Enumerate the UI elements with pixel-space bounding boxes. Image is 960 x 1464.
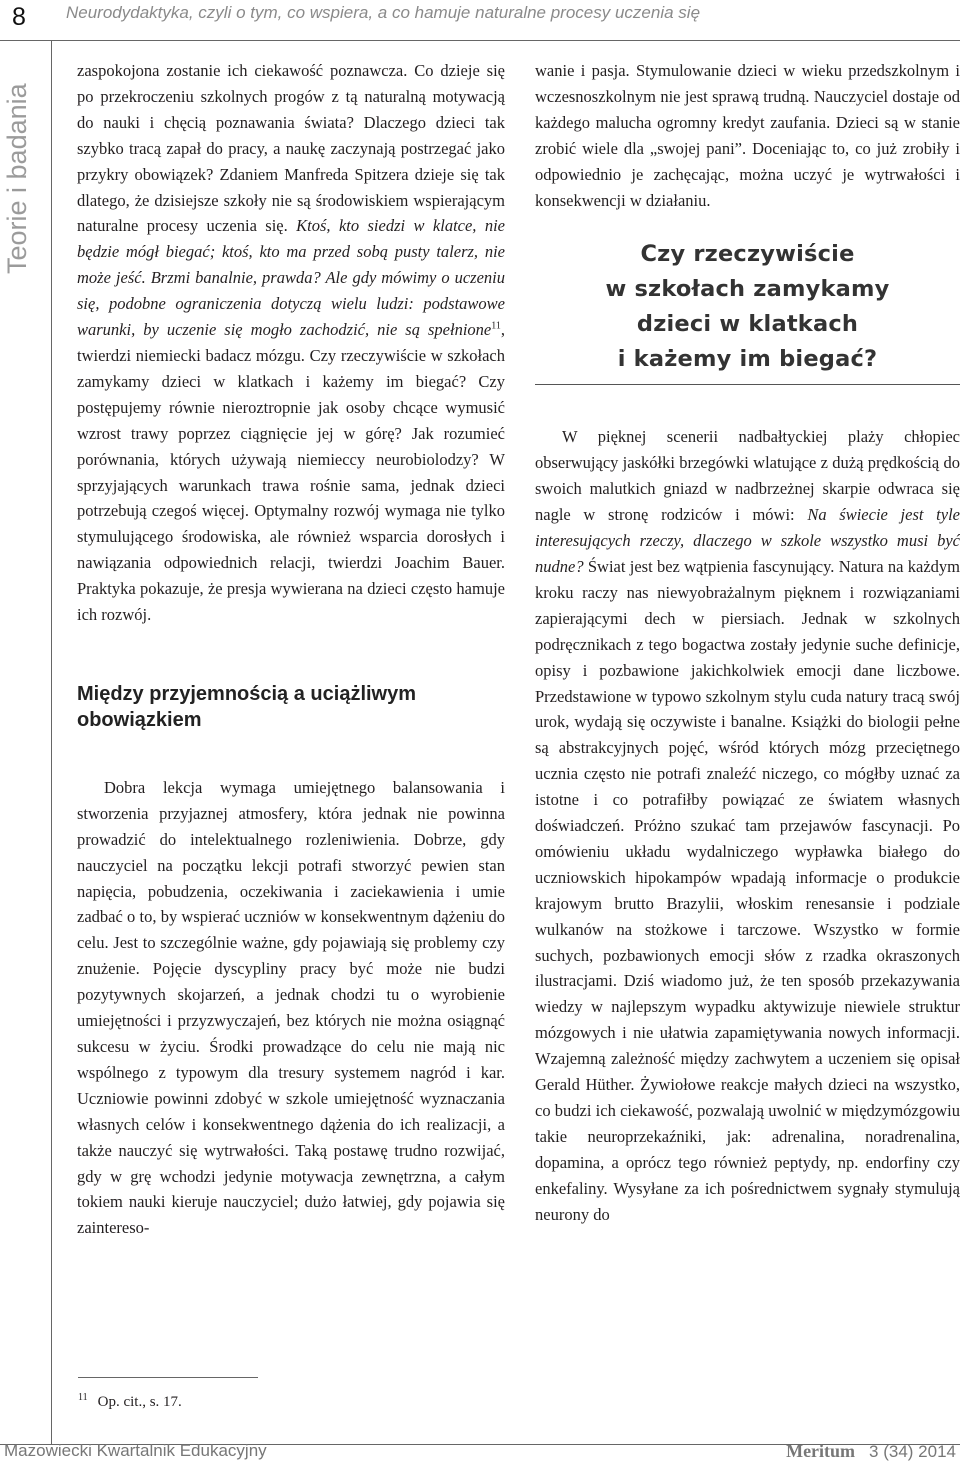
pull-quote-line: Czy rzeczywiście (640, 241, 855, 268)
footer-journal: Mazowiecki Kwartalnik Edukacyjny (4, 1441, 267, 1460)
page-number: 8 (12, 3, 26, 31)
paragraph-text: zaspokojona zostanie ich ciekawość poznawcza. Co dzieje się po przekroczeniu szkolnych progów z tą naturalną motywacją do nauki i chęcią poznawania świata? Dlaczego dzieci tak szybko tracą zapał do pracy, a naukę zaczynają postrzegać jako przykry obowiązek? Zdaniem Manfreda Spitzera dzieje się tak dlatego, że dzisiejsze szkoły nie są środowiskiem wspierającym naturalne procesy uczenia się. (77, 61, 505, 236)
quote-text: Na świecie jest tyle interesujących rzeczy, dlaczego w szkole wszystko musi być nudne? (535, 505, 960, 576)
side-divider (51, 40, 52, 1444)
footnote-marker: 11 (491, 320, 501, 332)
left-column (77, 58, 505, 1241)
section-side-label: Teorie i badania (2, 83, 32, 274)
paragraph-text: Świat jest bez wątpienia fascynujący. Natura na każdym kroku raczy nas niewyobrażalnym pięknem i rozwiązaniami zapierającymi dech w piersiach. Jednak w szkolnych podręcznikach z tego bogactwa zostały jedynie suche definicje, opisy i pozbawione jakichkolwiek emocji dane liczbowe. Przedstawione w typowo szkolnym stylu cuda natury tracą swój urok, wydają się oczywiste i banalne. Książki do biologii pełne są abstrakcyjnych pojęć, wśród których mózg przeciętnego ucznia często nie potrafi znaleźć niczego, co mógłby uznać za istotne i co potrafiłby powiązać ze światem własnych doświadczeń. Próżno szukać tam przejawów fascynacji. Po omówieniu układu wydalniczego wypławka białego do uczniowskich hipokampów wpadają informacje o produkcie krajowym brutto Brazylii, włoskim renesansie i podziale wulkanów na stożkowe i tarczowe. Wszystko w formie suchych, pozbawionych emocji słów z rzadka okraszonych ilustracjami. Dziś wiadomo już, że ten sposób przekazywania wiedzy w najlepszym wypadku aktywizuje niewiele struktur mózgowych i nie ułatwia zapamiętywania nowych informacji. Wzajemną zależność między zachwytem a uczeniem się opisał Gerald Hüther. Żywiołowe reakcje małych dzieci na wszystko, co budzi ich ciekawość, pozwalają uwolnić w międzymózgowiu takie neuroprzekaźniki, jak: adrenalina, noradrenalina, dopamina, a oprócz tego również peptydy, np. endorfiny czy enkefaliny. Wysyłane za ich pośrednictwem sygnały stymulują neurony do (535, 556, 960, 1224)
footnote-divider (78, 1377, 258, 1378)
paragraph-text: , twierdzi niemiecki badacz mózgu. Czy rzeczywiście w szkołach zamykamy dzieci w klatkach i każemy im biegać? Czy postępujemy równie nieroztropnie jak osoby chcące wymusić wzrost trawy poprzez ciągnięcie jej w górę? Jak rozumieć porównania, których używają niemieccy neurobiolodzy? W sprzyjających warunkach trawa rośnie sama, jednak dzieci potrzebują czegoś więcej. Optymalny rozwój wymaga nie tylko stymulującego środowiska, ale również wsparcia dorosłych i nawiązania odpowiednich relacji, twierdzi Joachim Bauer. Praktyka pokazuje, że presja wywierana na dzieci często hamuje ich rozwój. (77, 320, 505, 625)
footer-issue-info (786, 1441, 956, 1462)
paragraph: wanie i pasja. Stymulowanie dzieci w wieku przedszkolnym i wczesnoszkolnym nie jest sprawą trudną. Nauczyciel dostaje od każdego malucha ogromny kredyt zaufania. Dzieci są w stanie zrobić wiele dla „swojej pani”. Doceniając to, co już zrobiły i odpowiednio je zachęcając, można uczyć je wytrwałości i konsekwencji w działaniu. (535, 61, 960, 210)
pull-quote-line: i każemy im biegać? (617, 346, 878, 373)
section-heading: Między przyjemnością a uciążliwym obowiązkiem (77, 682, 417, 731)
paragraph (535, 424, 960, 1227)
header-divider (0, 40, 960, 41)
pull-quote-line: w szkołach zamykamy (605, 276, 890, 303)
right-column (535, 58, 960, 1228)
running-header: Neurodydaktyka, czyli o tym, co wspiera, a co hamuje naturalne procesy uczenia się (66, 3, 701, 22)
pull-quote-line: dzieci w klatkach (636, 311, 859, 338)
footer-brand: Meritum (786, 1441, 856, 1461)
footnote-number: 11 (78, 1392, 88, 1403)
paragraph (77, 58, 505, 628)
paragraph: Dobra lekcja wymaga umiejętnego balansowania i stworzenia przyjaznej atmosfery, która jednak nie powinna prowadzić do intelektualnego rozleniwienia. Dobrze, gdy nauczyciel na początku lekcji potrafi stworzyć pewien stan napięcia, pobudzenia, oczekiwania i zaciekawienia i umie zadbać o to, by wspierać uczniów w konsekwentnym dążeniu do celu. Jest to szczególnie ważne, gdy pojawiają się problemy czy znużenie. Pojęcie dyscypliny pracy być może nie budzi pozytywnych skojarzeń, a jednak chodzi tu o wyrobienie umiejętności i przyzwyczajeń, bez których nie można osiągnąć sukcesu w życiu. Środki prowadzące do celu nie mają nic wspólnego z typowym dla tresury systemem nagród i kar. Uczniowie powinni zdobyć w szkole umiejętność wyznaczania własnych celów i konsekwentnego dążenia do ich realizacji, a także nauczyć się wytrwałości. Taką postawę trudno rozwijać, gdy w grę wchodzi jedynie motywacja zewnętrzna, a całym tokiem nauki kieruje nauczyciel; dużo łatwiej, gdy pojawia się zaintereso- (77, 777, 505, 1238)
pull-quote-divider (535, 384, 960, 385)
footnote (78, 1392, 182, 1411)
footnote-text: Op. cit., s. 17. (97, 1394, 182, 1410)
paragraph-text: W pięknej scenerii nadbałtyckiej plaży chłopiec obserwujący jaskółki brzegówki wlatujące z dużą prędkością do swoich malutkich gniazd w nadbrzeżnej skarpie odwraca się nagle w stronę rodziców i mówi: (535, 427, 960, 525)
quote-text: Ktoś, kto siedzi w klatce, nie będzie mógł biegać; ktoś, kto ma przed sobą pusty talerz, nie może jeść. Brzmi banalnie, prawda? Ale gdy mówimy o uczeniu się, podobne ograniczenia dotyczą wielu ludzi: podstawowe warunki, by uczenie się mogło zachodzić, nie są spełnione (77, 216, 505, 340)
pull-quote (535, 237, 960, 377)
footer-issue: 3 (34) 2014 (869, 1442, 956, 1461)
